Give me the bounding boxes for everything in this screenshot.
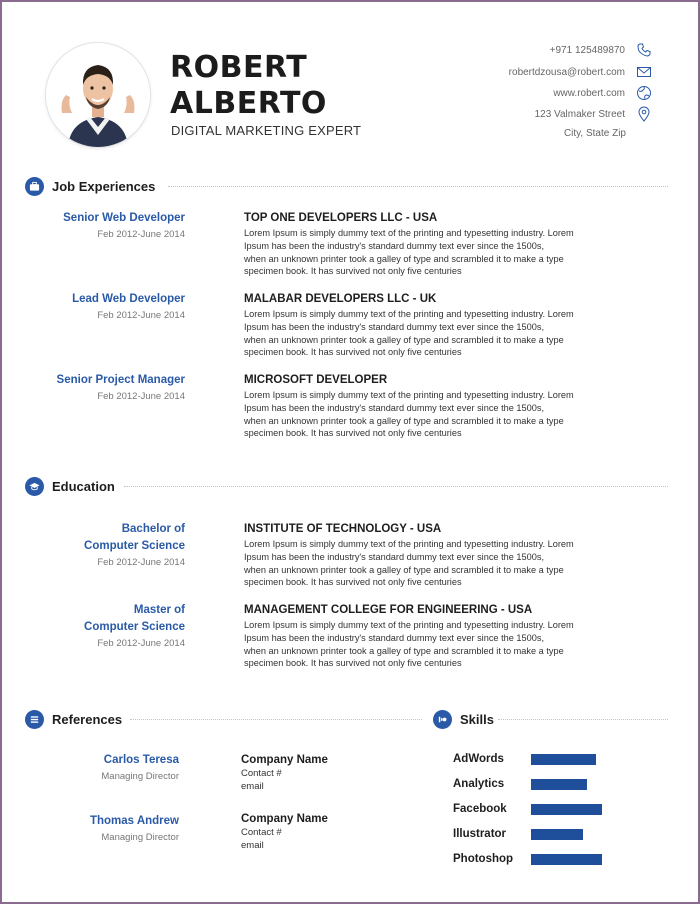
reference-1: [0, 752, 179, 783]
desc-line: when an unknown printer took a galley of type and scrambled it to make a type: [244, 415, 564, 426]
desc-line: when an unknown printer took a galley of type and scrambled it to make a type: [244, 564, 564, 575]
job-title: DIGITAL MARKETING EXPERT: [171, 123, 362, 138]
company-email: email: [241, 780, 264, 792]
divider: [124, 486, 668, 487]
desc-line: Ipsum has been the industry's standard dummy text ever since the 1500s,: [244, 632, 544, 643]
edu-right-1: [244, 521, 614, 589]
edu-right-2: [244, 602, 614, 670]
job-right-2: [244, 291, 614, 359]
list-icon: [25, 710, 44, 729]
job-role: Senior Web Developer: [63, 212, 185, 224]
job-company: TOP ONE DEVELOPERS LLC - USA: [244, 212, 438, 224]
skill-row: [453, 775, 613, 793]
job-role: Senior Project Manager: [56, 374, 185, 386]
desc-line: specimen book. It has survived not only five centuries: [244, 266, 462, 277]
briefcase-icon: [25, 177, 44, 196]
email-text[interactable]: robertdzousa@robert.com: [508, 66, 625, 78]
desc-line: Lorem Ipsum is simply dummy text of the printing and typesetting industry. Lorem: [244, 390, 574, 400]
edu-left-2: [0, 602, 185, 650]
desc-line: when an unknown printer took a galley of type and scrambled it to make a type: [244, 334, 564, 345]
edu-institution: INSTITUTE OF TECHNOLOGY - USA: [244, 523, 442, 535]
section-job-experiences: [25, 177, 155, 196]
skill-row: [453, 800, 613, 818]
job-company: MALABAR DEVELOPERS LLC - UK: [244, 293, 437, 305]
city-text: City, State Zip: [563, 128, 626, 139]
desc-line: Lorem Ipsum is simply dummy text of the printing and typesetting industry. Lorem: [244, 539, 574, 549]
contact-address: [392, 104, 652, 124]
skill-name: Photoshop: [453, 853, 514, 865]
edu-date: Feb 2012-June 2014: [97, 557, 185, 568]
company-name: Company Name: [241, 813, 328, 825]
contact-website: [392, 83, 652, 103]
company-email: email: [241, 839, 264, 851]
job-description: [244, 308, 614, 359]
degree-line: Master of: [133, 604, 185, 616]
location-pin-icon: [635, 106, 652, 123]
job-description: [244, 227, 614, 278]
desc-line: Ipsum has been the industry's standard dummy text ever since the 1500s,: [244, 402, 544, 413]
street-text: 123 Valmaker Street: [534, 108, 625, 120]
contact-phone: [392, 40, 652, 60]
section-education: [25, 477, 115, 496]
full-name: [170, 50, 327, 122]
degree-line: Bachelor of: [121, 523, 185, 535]
job-date: Feb 2012-June 2014: [97, 310, 185, 321]
skill-name: AdWords: [453, 753, 504, 765]
skills-icon: [433, 710, 452, 729]
desc-line: specimen book. It has survived not only five centuries: [244, 658, 462, 669]
reference-name: Carlos Teresa: [103, 754, 179, 766]
company-contact: Contact #: [241, 827, 282, 838]
skill-level-bar: [531, 829, 583, 840]
section-title: References: [52, 712, 123, 727]
section-references: [25, 710, 122, 729]
desc-line: specimen book. It has survived not only five centuries: [244, 428, 462, 439]
reference-role: Managing Director: [101, 832, 179, 843]
section-title: Skills: [460, 712, 494, 727]
desc-line: Lorem Ipsum is simply dummy text of the printing and typesetting industry. Lorem: [244, 620, 574, 630]
edu-description: [244, 619, 614, 670]
last-name: ALBERTO: [170, 86, 327, 121]
globe-icon: [635, 85, 652, 102]
skill-level-bar: [531, 854, 602, 865]
phone-text[interactable]: +971 125489870: [549, 44, 625, 56]
job-description: [244, 389, 614, 440]
skill-level-bar: [531, 779, 587, 790]
job-left-1: [0, 210, 185, 241]
job-date: Feb 2012-June 2014: [97, 391, 185, 402]
skill-row: [453, 750, 613, 768]
skill-row: [453, 825, 613, 843]
skill-level-bar: [531, 754, 596, 765]
contact-email: [392, 62, 652, 82]
edu-date: Feb 2012-June 2014: [97, 638, 185, 649]
edu-description: [244, 538, 614, 589]
profile-photo: [46, 43, 150, 147]
desc-line: when an unknown printer took a galley of type and scrambled it to make a type: [244, 253, 564, 264]
divider: [168, 186, 668, 187]
job-date: Feb 2012-June 2014: [97, 229, 185, 240]
desc-line: Lorem Ipsum is simply dummy text of the printing and typesetting industry. Lorem: [244, 228, 574, 238]
graduation-cap-icon: [25, 477, 44, 496]
mail-icon: [635, 64, 652, 81]
desc-line: Ipsum has been the industry's standard dummy text ever since the 1500s,: [244, 240, 544, 251]
section-title: Job Experiences: [52, 179, 156, 194]
skill-row: [453, 850, 613, 868]
job-right-3: [244, 372, 614, 440]
job-left-2: [0, 291, 185, 322]
skill-level-bar: [531, 804, 602, 815]
divider: [498, 719, 668, 720]
desc-line: Lorem Ipsum is simply dummy text of the printing and typesetting industry. Lorem: [244, 309, 574, 319]
degree-line: Computer Science: [84, 621, 185, 633]
desc-line: Ipsum has been the industry's standard dummy text ever since the 1500s,: [244, 551, 544, 562]
reference-name: Thomas Andrew: [89, 815, 179, 827]
reference-role: Managing Director: [101, 771, 179, 782]
website-text[interactable]: www.robert.com: [553, 87, 625, 99]
phone-icon: [635, 42, 652, 59]
job-role: Lead Web Developer: [72, 293, 185, 305]
desc-line: when an unknown printer took a galley of type and scrambled it to make a type: [244, 645, 564, 656]
desc-line: Ipsum has been the industry's standard dummy text ever since the 1500s,: [244, 321, 544, 332]
reference-company-1: [241, 752, 391, 793]
skill-name: Illustrator: [453, 828, 507, 840]
company-contact: Contact #: [241, 768, 282, 779]
reference-2: [0, 813, 179, 844]
job-right-1: [244, 210, 614, 278]
reference-company-2: [241, 811, 391, 852]
desc-line: specimen book. It has survived not only five centuries: [244, 577, 462, 588]
divider: [130, 719, 422, 720]
company-name: Company Name: [241, 754, 328, 766]
first-name: ROBERT: [170, 50, 308, 85]
desc-line: specimen book. It has survived not only five centuries: [244, 347, 462, 358]
job-left-3: [0, 372, 185, 403]
job-company: MICROSOFT DEVELOPER: [244, 374, 388, 386]
skill-name: Facebook: [453, 803, 507, 815]
edu-institution: MANAGEMENT COLLEGE FOR ENGINEERING - USA: [244, 604, 533, 616]
degree-line: Computer Science: [84, 540, 185, 552]
edu-left-1: [0, 521, 185, 569]
skill-name: Analytics: [453, 778, 505, 790]
section-title: Education: [52, 479, 115, 494]
section-skills: [433, 710, 494, 729]
